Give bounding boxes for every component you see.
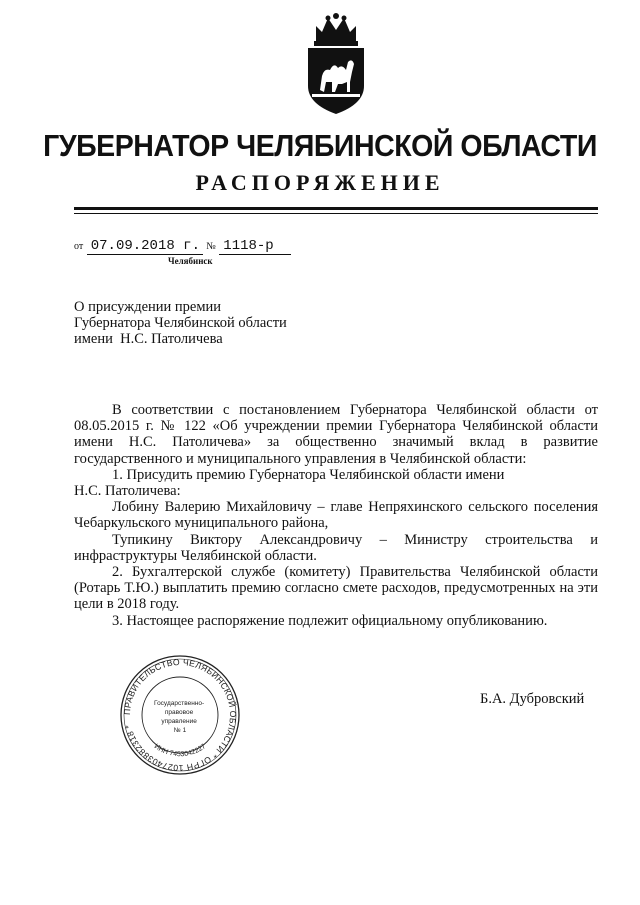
subject-line: имени Н.С. Патоличева [74, 331, 223, 347]
stamp-outer-text: ПРАВИТЕЛЬСТВО ЧЕЛЯБИНСКОЙ ОБЛАСТИ * ОГРН 1027403882318 * [121, 656, 239, 774]
document-type: РАСПОРЯЖЕНИЕ [195, 170, 445, 195]
awardee-1: Лобину Валерию Михайловичу – главе Непряхинского сельского поселения Чебаркульского муниципального района, [74, 499, 598, 532]
header-divider-thin [74, 213, 598, 214]
document-date: 07.09.2018 г. [87, 238, 203, 255]
coat-of-arms-icon [302, 12, 370, 116]
preamble-paragraph: В соответствии с постановлением Губернатора Челябинской области от 08.05.2015 г. № 122 «Об учреждении премии Губернатора Челябинской области имени Н.С. Патоличева» за общественно значимый вклад в развитие государственного и муниципального управления в Челябинской области: [74, 402, 598, 467]
document-subject [74, 299, 287, 347]
clause-3: 3. Настоящее распоряжение подлежит официальному опубликованию. [112, 612, 548, 629]
date-prefix: от [74, 241, 84, 252]
subject-line: Губернатора Челябинской области [74, 315, 287, 331]
header-divider-thick [74, 207, 598, 210]
stamp-inner-line: правовое [164, 709, 194, 716]
subject-line: О присуждении премии [74, 299, 222, 315]
document-number: 1118-р [219, 238, 291, 255]
stamp-bottom-text: ИНН 7453042227 [152, 743, 208, 759]
stamp-inner-line: управление [161, 718, 197, 725]
document-body [74, 402, 598, 629]
registration-line [74, 238, 291, 255]
svg-text:ИНН 7453042227 [153, 743, 208, 758]
stamp-inner-line: № 1 [173, 727, 187, 734]
stamp-inner-line: Государственно- [153, 700, 205, 707]
issue-city: Челябинск [168, 256, 213, 266]
clause-1-continuation: Н.С. Патоличева: [74, 483, 181, 500]
awardee-2: Тупикину Виктору Александровичу – Министру строительства и инфраструктуры Челябинской области. [74, 531, 598, 564]
clause-1: 1. Присудить премию Губернатора Челябинской области имени [112, 466, 505, 483]
issuer-title: ГУБЕРНАТОР ЧЕЛЯБИНСКОЙ ОБЛАСТИ [43, 128, 597, 163]
number-prefix: № [206, 241, 216, 252]
official-stamp [118, 653, 242, 777]
signatory-name: Б.А. Дубровский [480, 691, 585, 707]
clause-2: 2. Бухгалтерской службе (комитету) Правительства Челябинской области (Ротарь Т.Ю.) выплатить премию согласно смете расходов, предусмотренных на эти цели в 2018 году. [74, 564, 598, 613]
svg-text:Государственно- правовое [154, 700, 206, 734]
